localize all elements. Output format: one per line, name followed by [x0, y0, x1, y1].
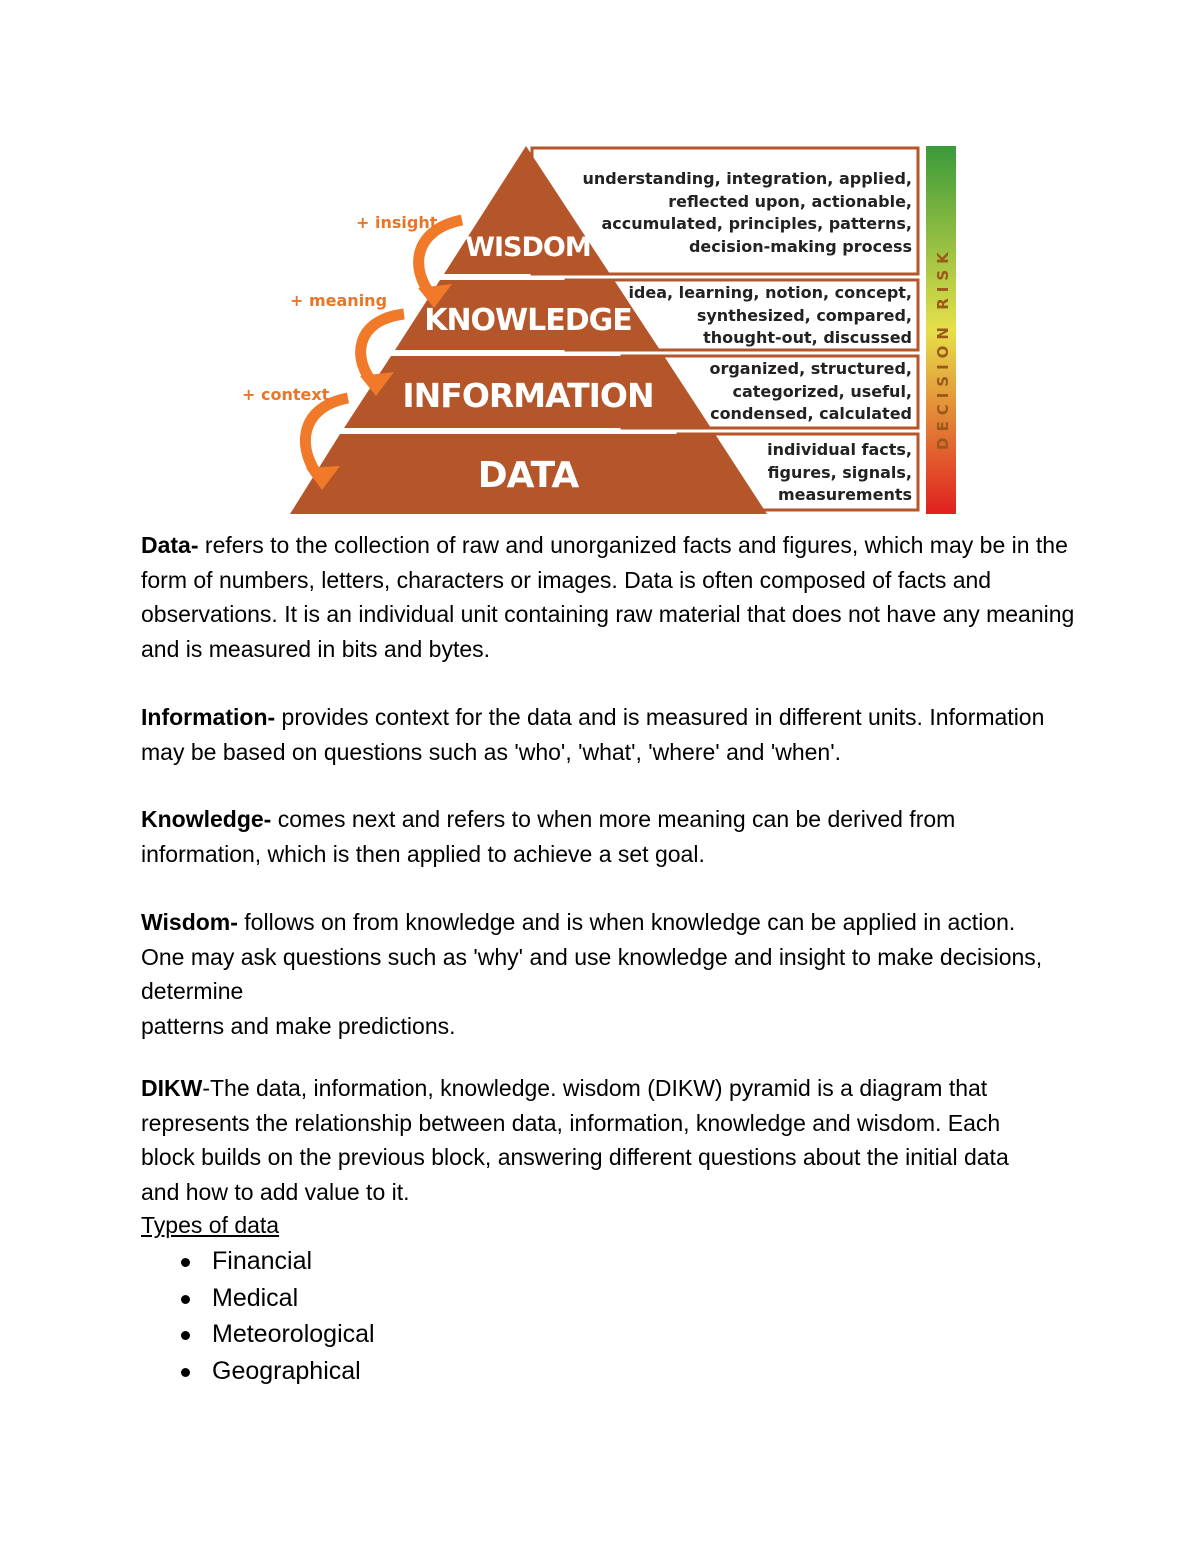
insight-label: + insight: [356, 213, 438, 232]
wisdom-paragraph: [141, 905, 1061, 1043]
information-term: Information-: [141, 704, 276, 730]
data-paragraph: [141, 528, 1081, 666]
bullet-icon: [181, 1258, 190, 1267]
knowledge-label: KNOWLEDGE: [424, 303, 632, 338]
knowledge-paragraph: [141, 802, 1081, 871]
list-item: [141, 1243, 375, 1280]
information-label: INFORMATION: [402, 376, 654, 415]
wisdom-description: [536, 168, 912, 258]
wisdom-definition-continued: patterns and make predictions.: [141, 1012, 456, 1039]
wisdom-desc-line: reflected upon, actionable,: [668, 191, 912, 211]
knowledge-desc-line: synthesized, compared,: [696, 305, 912, 325]
information-definition: provides context for the data and is measured in different units. Information may be based on questions such as 'who', 'what', 'where' and 'when'.: [141, 704, 1045, 765]
bullet-icon: [181, 1331, 190, 1340]
list-item-label: Medical: [212, 1283, 299, 1312]
dikw-definition: -The data, information, knowledge. wisdom (DIKW) pyramid is a diagram that represents the relationship between data, information, knowledge and wisdom. Each block builds on the previous block, answering different questions about the initial data and how to add value to it.: [141, 1075, 1009, 1205]
information-desc-line: condensed, calculated: [710, 404, 912, 423]
knowledge-definition: comes next and refers to when more meaning can be derived from information, which is then applied to achieve a set goal.: [141, 806, 956, 867]
list-item: [141, 1353, 375, 1390]
knowledge-desc-line: idea, learning, notion, concept,: [628, 283, 912, 302]
list-item-label: Geographical: [212, 1356, 361, 1385]
types-of-data-list: [141, 1243, 375, 1389]
list-item: [141, 1316, 375, 1353]
knowledge-desc-line: thought-out, discussed: [703, 328, 912, 347]
dikw-term: DIKW: [141, 1075, 203, 1101]
data-definition: refers to the collection of raw and unorganized facts and figures, which may be in the form of numbers, letters, characters or images. Data is often composed of facts and observations. It is an individual unit containing raw material that does not have any meaning and is measured in bits and bytes.: [141, 532, 1075, 662]
data-term: Data-: [141, 532, 199, 558]
information-desc-line: categorized, useful,: [732, 381, 912, 401]
data-desc-line: figures, signals,: [767, 462, 912, 482]
wisdom-definition: follows on from knowledge and is when knowledge can be applied in action. One may ask questions such as 'why' and use knowledge and insight to make decisions, determine: [141, 909, 1043, 1004]
wisdom-desc-line: accumulated, principles, patterns,: [601, 214, 912, 233]
types-of-data-heading: Types of data: [141, 1212, 280, 1238]
list-item: [141, 1280, 375, 1317]
context-label: + context: [242, 385, 330, 404]
knowledge-description: [570, 282, 912, 350]
information-description: [626, 358, 912, 426]
dikw-pyramid-figure: [236, 140, 962, 520]
wisdom-desc-line: decision-making process: [688, 236, 912, 256]
decision-risk-label: DECISION RISK: [934, 246, 952, 450]
information-paragraph: [141, 700, 1081, 769]
data-desc-line: measurements: [777, 485, 912, 504]
dikw-paragraph: [141, 1071, 1051, 1209]
list-item-label: Meteorological: [212, 1320, 375, 1348]
wisdom-term: Wisdom-: [141, 909, 238, 935]
wisdom-label: WISDOM: [465, 232, 591, 263]
bullet-icon: [181, 1295, 190, 1304]
data-description: [682, 439, 912, 507]
data-desc-line: individual facts,: [767, 440, 912, 459]
bullet-icon: [181, 1368, 190, 1377]
knowledge-term: Knowledge-: [141, 806, 272, 832]
wisdom-desc-line: understanding, integration, applied,: [582, 169, 912, 188]
information-desc-line: organized, structured,: [709, 359, 912, 378]
list-item-label: Financial: [212, 1247, 313, 1275]
data-label: DATA: [477, 455, 579, 496]
meaning-label: + meaning: [290, 291, 388, 310]
